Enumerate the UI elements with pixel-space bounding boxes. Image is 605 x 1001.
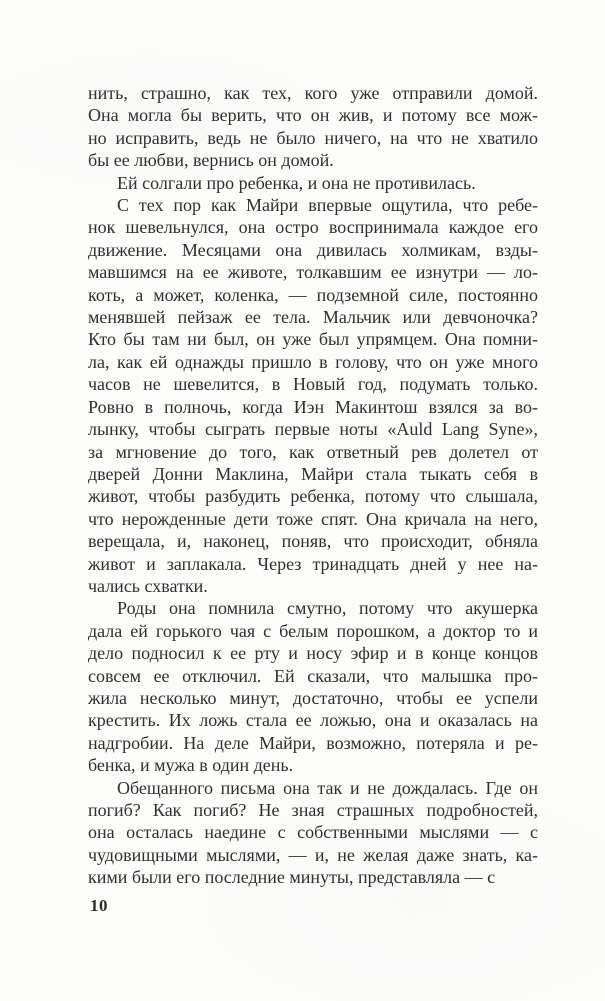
text-line: погиб? Как погиб? Не зная страшных подробностей, <box>88 800 538 820</box>
text-line: кими были его последние минуты, представляла — с <box>88 867 496 888</box>
page-number: 10 <box>90 896 108 915</box>
text-line: жила несколько минут, достаточно, чтобы ее успели <box>88 687 538 708</box>
text-line: чались схватки. <box>88 575 208 596</box>
text-line: Кто бы там ни был, он уже был упрямцем. Она помни- <box>88 329 538 350</box>
text-line: Ей солгали про ребенка, и она не противилась. <box>117 172 476 193</box>
text-line: Обещанного письма она так и не дождалась. Где он <box>117 777 538 798</box>
text-line: она осталась наедине с собственными мыслями — с <box>88 822 538 843</box>
text-line: бы ее любви, вернись он домой. <box>88 150 334 171</box>
text-line: нок шевельнулся, она остро воспринимала каждое его <box>88 217 538 238</box>
paragraph <box>88 597 538 776</box>
text-line: дело подносил к ее рту и носу эфир и в конце концов <box>88 643 538 664</box>
paragraph <box>88 777 538 889</box>
text-line: Роды она помнила смутно, потому что акушерка <box>117 598 538 619</box>
paragraph <box>88 172 538 194</box>
text-line: Ровно в полночь, когда Иэн Макинтош взялся за во- <box>88 396 538 417</box>
text-line: крестить. Их ложь стала ее ложью, она и оказалась на <box>88 710 538 731</box>
text-line: ла, как ей однажды пришло в голову, что он уже много <box>88 351 538 372</box>
text-line: С тех пор как Майри впервые ощутила, что ребе- <box>117 195 538 216</box>
paragraph <box>88 82 538 172</box>
body-text <box>88 82 538 889</box>
text-line: часов не шевелится, в Новый год, подумать только. <box>88 374 538 395</box>
text-line: лынку, чтобы сыграть первые ноты «Auld Lang Syne», <box>88 419 538 440</box>
paragraph <box>88 194 538 597</box>
text-line: дала ей горького чая с белым порошком, а доктор то и <box>88 620 538 641</box>
text-line: бенка, и мужа в один день. <box>88 755 294 776</box>
text-line: но исправить, ведь не было ничего, на что не хватило <box>88 127 538 148</box>
text-line: что нерожденные дети тоже спят. Она кричала на него, <box>88 508 538 529</box>
text-line: дверей Донни Маклина, Майри стала тыкать себя в <box>88 463 538 484</box>
text-line: надгробии. На деле Майри, возможно, потеряла и ре- <box>88 732 538 753</box>
text-line: совсем ее отключил. Ей сказали, что малышка про- <box>88 665 538 686</box>
text-line: движение. Месяцами она дивилась холмикам, взды- <box>88 239 538 260</box>
text-line: чудовищными мыслями, — и, не желая даже знать, ка- <box>88 844 538 865</box>
text-line: за мгновение до того, как ответный рев долетел от <box>88 441 538 462</box>
text-line: менявшей пейзаж ее тела. Мальчик или девчоночка? <box>88 307 538 328</box>
text-line: верещала, и, наконец, поняв, что происходит, обняла <box>88 531 538 552</box>
text-line: живот и заплакала. Через тринадцать дней у нее на- <box>88 553 538 574</box>
text-line: Она могла бы верить, что он жив, и потому все мож- <box>88 105 538 126</box>
text-line: мавшимся на ее животе, толкавшим ее изнутри — ло- <box>88 262 538 283</box>
text-line: живот, чтобы разбудить ребенка, потому что слышала, <box>88 486 538 507</box>
text-line: коть, а может, коленка, — подземной силе, постоянно <box>88 284 538 305</box>
text-line: нить, страшно, как тех, кого уже отправили домой. <box>88 83 538 103</box>
